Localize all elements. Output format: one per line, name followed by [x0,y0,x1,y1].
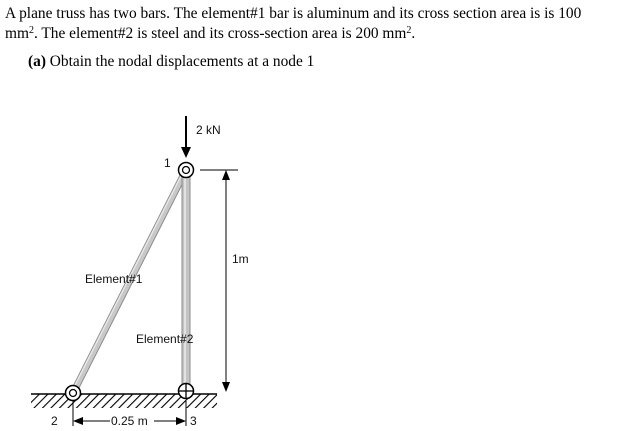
height-arrow-bottom-icon [222,382,230,392]
width-arrow-left-icon [73,417,83,425]
node-1-label: 1 [164,156,171,170]
element-1-label: Element#1 [85,272,143,286]
period: . [411,25,416,42]
unit-mm: mm [5,25,29,42]
element-2-bar [182,170,190,393]
question-marker: (a) [28,53,46,70]
problem-line-2-text: . The element#2 is steel and its cross-section area is 200 mm [33,25,407,42]
element-2-label: Element#2 [136,332,194,346]
superscript-2: 2 [28,25,34,36]
height-label: 1m [232,252,249,266]
load-arrow-icon [181,116,191,158]
node-2-pin-icon [66,386,81,401]
node-1-joint-icon [179,163,194,178]
load-label: 2 kN [196,123,221,137]
width-arrow-right-icon [176,417,186,425]
node-2-label: 2 [51,414,58,428]
problem-line-1: A plane truss has two bars. The element#1 bar is aluminum and its cross section area is is 100 [5,5,582,22]
node-3-support-icon [178,383,194,399]
superscript-2: 2 [406,25,412,36]
height-arrow-top-icon [222,170,230,180]
question-text: Obtain the nodal displacements at a node 1 [45,53,315,70]
width-label: 0.25 m [111,414,148,428]
node-3-label: 3 [190,414,197,428]
